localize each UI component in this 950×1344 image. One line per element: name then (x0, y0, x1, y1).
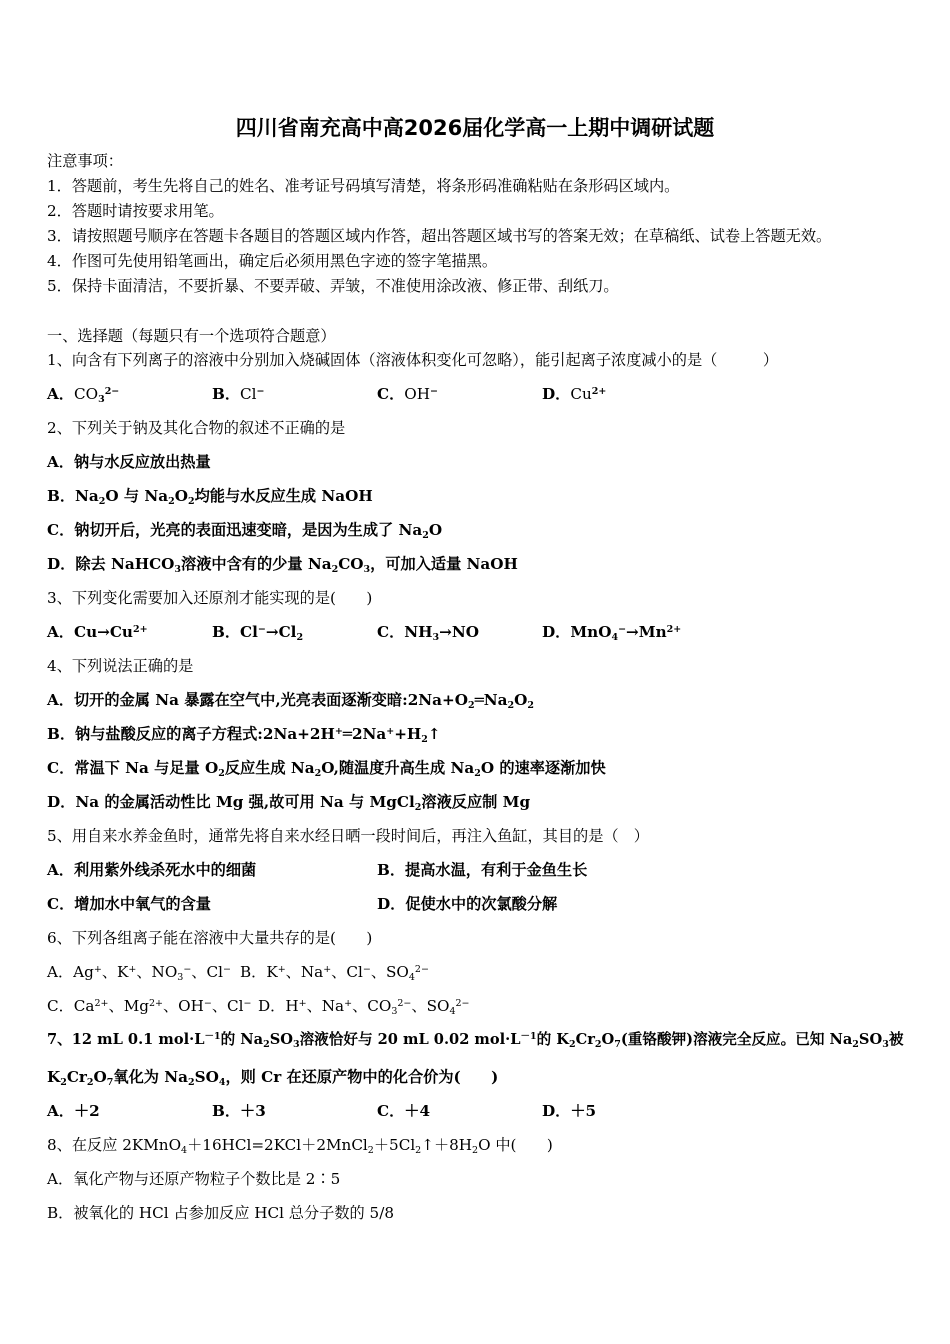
question-8-option-a: A．氧化产物与还原产物粒子个数比是 2∶5 (47, 1170, 341, 1188)
question-2-option-a: A．钠与水反应放出热量 (47, 453, 211, 471)
question-7-stem-line-2: $K_2Cr_2O_7$氧化为 $Na_2SO_4$，则 Cr 在还原产物中的化合价为( ) (47, 1068, 499, 1088)
question-1-option-a: A．$CO_3^{2-}$ (47, 385, 120, 405)
page-title: 四川省南充高中高2026届化学高一上期中调研试题 (235, 116, 715, 140)
question-5-stem: 5、用自来水养金鱼时，通常先将自来水经日晒一段时间后，再注入鱼缸，其目的是（ ） (47, 827, 649, 845)
question-2-option-d: D．除去 NaHCO$_3$溶液中含有的少量 $Na_2CO_3$，可加入适量 NaOH (47, 555, 518, 575)
question-6-stem: 6、下列各组离子能在溶液中大量共存的是( ) (47, 929, 373, 947)
question-1-option-d: D．$Cu^{2+}$ (542, 385, 607, 403)
question-2-option-b: B．$Na_2O$ 与 $Na_2O_2$均能与水反应生成 NaOH (47, 487, 373, 507)
question-6-option-a: A．Ag+、K+、$NO_3^-$、Cl− (47, 963, 231, 983)
question-5-option-d: D．促使水中的次氯酸分解 (377, 895, 558, 913)
question-3-stem: 3、下列变化需要加入还原剂才能实现的是( ) (47, 589, 373, 607)
question-7-option-c: C．＋4 (377, 1102, 431, 1120)
question-3-option-d: D．$MnO_4^-\to Mn^{2+}$ (542, 623, 682, 643)
question-4-option-b: B．钠与盐酸反应的离子方程式$:2Na+2H^+═2Na^++H_2↑$ (47, 725, 441, 745)
question-6-option-d: D．H+、Na+、$CO_3^{2-}$、$SO_4^{2-}$ (258, 997, 470, 1017)
section-heading: 一、选择题（每题只有一个选项符合题意） (47, 327, 336, 345)
question-3-option-b: B．$Cl^-\to Cl_2$ (212, 623, 304, 643)
question-7-option-a: A．＋2 (47, 1102, 100, 1120)
question-4-option-a: A．切开的金属 Na 暴露在空气中,光亮表面逐渐变暗$:2Na+O_2═Na_2O_2$ (47, 691, 534, 711)
question-4-option-c: C．常温下 Na 与足量 $O_2$反应生成 $Na_2O$,随温度升高生成 $Na_2O$ 的速率逐渐加快 (47, 759, 606, 779)
notice-item: 3．请按照题号顺序在答题卡各题目的答题区域内作答，超出答题区域书写的答案无效；在草稿纸、试卷上答题无效。 (47, 227, 832, 245)
notice-item: 5．保持卡面清洁，不要折暴、不要弄破、弄皱，不准使用涂改液、修正带、刮纸刀。 (47, 277, 619, 295)
question-5-option-a: A．利用紫外线杀死水中的细菌 (47, 861, 257, 879)
notice-item: 4．作图可先使用铅笔画出，确定后必须用黑色字迹的签字笔描黑。 (47, 252, 498, 270)
notice-item: 1．答题前，考生先将自己的姓名、准考证号码填写清楚，将条形码准确粘贴在条形码区域内。 (47, 177, 680, 195)
question-6-option-b: B．K+、Na+、Cl−、$SO_4^{2-}$ (240, 963, 429, 983)
question-7-option-b: B．＋3 (212, 1102, 266, 1120)
question-4-option-d: D．Na 的金属活动性比 Mg 强,故可用 Na 与 MgCl$_2$溶液反应制 Mg (47, 793, 531, 813)
question-3-option-a: A．$Cu\to Cu^{2+}$ (47, 623, 148, 641)
notice-heading: 注意事项： (47, 152, 123, 170)
question-7-option-d: D．＋5 (542, 1102, 597, 1120)
question-7-stem-line-1: 7、12 mL 0.1 $mol\cdot L^{-1}$的 $Na_2SO_3$溶液恰好与 20 mL 0.02 $mol\cdot L^{-1}$的 $K_2Cr_2O_7$(重铬酸钾)溶液完全反应。已知 $Na_2SO_3$被 (47, 1031, 904, 1050)
question-2-stem: 2、下列关于钠及其化合物的叙述不正确的是 (47, 419, 346, 437)
question-2-option-c: C．钠切开后，光亮的表面迅速变暗，是因为生成了 $Na_2O$ (47, 521, 443, 541)
question-6-option-c: C．$Ca^{2+}$、$Mg^{2+}$、OH−、Cl− (47, 997, 252, 1015)
notice-item: 2．答题时请按要求用笔。 (47, 202, 224, 220)
question-5-option-b: B．提高水温，有利于金鱼生长 (377, 861, 588, 879)
question-1-option-c: C．OH− (377, 385, 438, 403)
question-1-option-b: B．Cl− (212, 385, 265, 403)
question-3-option-c: C．$NH_3\to NO$ (377, 623, 479, 643)
question-5-option-c: C．增加水中氧气的含量 (47, 895, 211, 913)
question-8-stem: 8、在反应 $2KMnO_4+16HCl=2KCl+2MnCl_2+5Cl_2↑+8H_2O$ 中( ) (47, 1136, 553, 1156)
question-4-stem: 4、下列说法正确的是 (47, 657, 194, 675)
question-1-stem: 1、向含有下列离子的溶液中分别加入烧碱固体（溶液体积变化可忽略），能引起离子浓度减小的是（ ） (47, 351, 779, 369)
question-8-option-b: B．被氧化的 HCl 占参加反应 HCl 总分子数的 5/8 (47, 1204, 394, 1222)
